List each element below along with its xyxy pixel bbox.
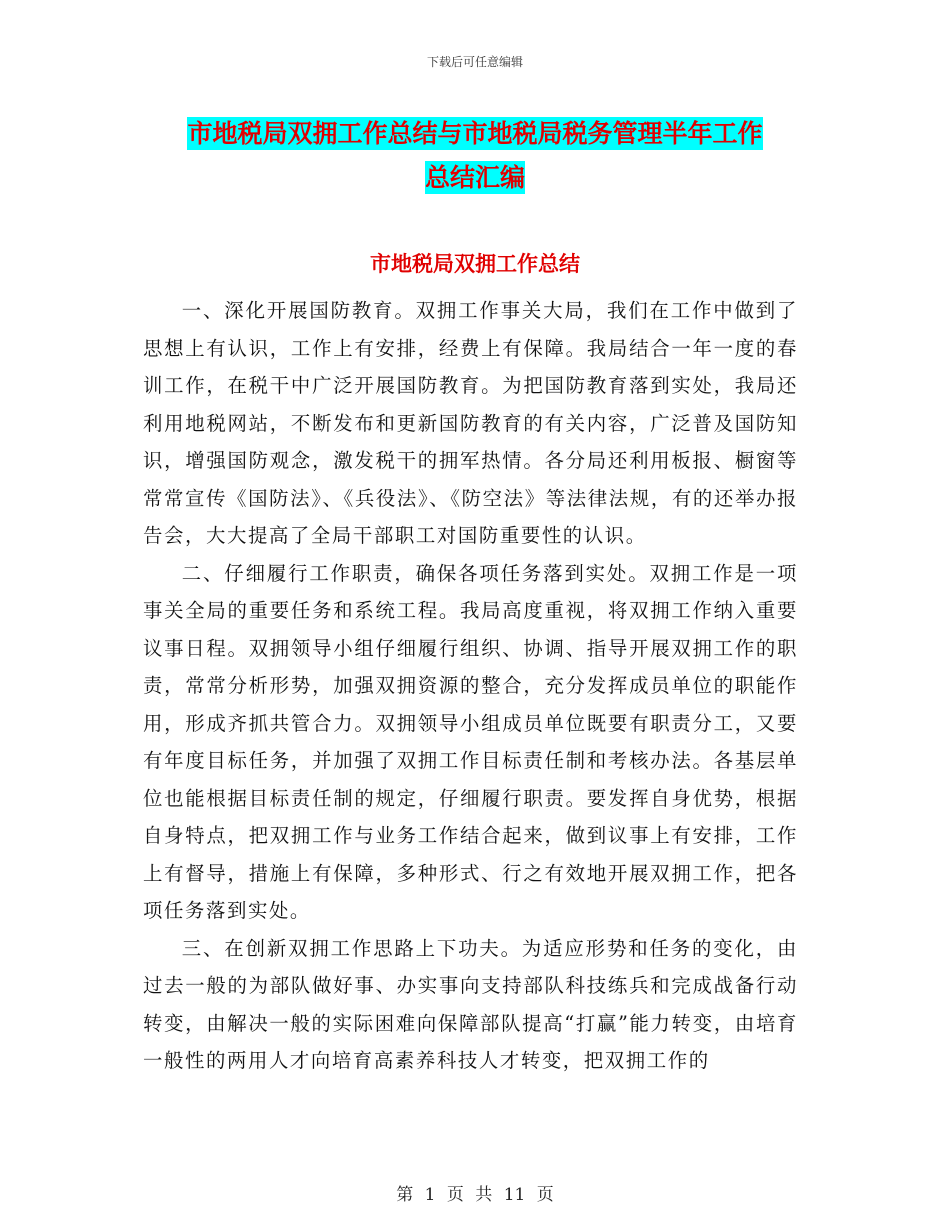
page-number-footer: 第 1 页 共 11 页 [396,1185,554,1205]
section-title: 市地税局双拥工作总结 [370,251,580,276]
page-header-note: 下载后可任意编辑 [426,55,523,69]
paragraph-3: 三、在创新双拥工作思路上下功夫。为适应形势和任务的变化，由过去一般的为部队做好事、办实事向支持部队科技练兵和完成战备行动转变，由解决一般的实际困难向保障部队提高“打赢”能力转变，由培育一般性的两用人才向培育高素养科技人才转变，把双拥工作的 [143,936,798,1072]
document-body [143,292,798,1080]
paragraph-1: 一、深化开展国防教育。双拥工作事关大局，我们在工作中做到了思想上有认识，工作上有安排，经费上有保障。我局结合一年一度的春训工作，在税干中广泛开展国防教育。为把国防教育落到实处，我局还利用地税网站，不断发布和更新国防教育的有关内容，广泛普及国防知识，增强国防观念，激发税干的拥军热情。各分局还利用板报、橱窗等常常宣传《国防法》、《兵役法》、《防空法》等法律法规，有的还举办报告会，大大提高了全局干部职工对国防重要性的认识。 [143,299,798,547]
document-title [0,112,950,200]
document-title-line-2: 总结汇编 [424,163,525,192]
paragraph-2: 二、仔细履行工作职责，确保各项任务落到实处。双拥工作是一项事关全局的重要任务和系统工程。我局高度重视，将双拥工作纳入重要议事日程。双拥领导小组仔细履行组织、协调、指导开展双拥工作的职责，常常分析形势，加强双拥资源的整合，充分发挥成员单位的职能作用，形成齐抓共管合力。双拥领导小组成员单位既要有职责分工，又要有年度目标任务，并加强了双拥工作目标责任制和考核办法。各基层单位也能根据目标责任制的规定，仔细履行职责。要发挥自身优势，根据自身特点，把双拥工作与业务工作结合起来，做到议事上有安排，工作上有督导，措施上有保障，多种形式、行之有效地开展双拥工作，把各项任务落到实处。 [143,561,798,922]
document-title-line-1: 市地税局双拥工作总结与市地税局税务管理半年工作 [187,119,763,148]
